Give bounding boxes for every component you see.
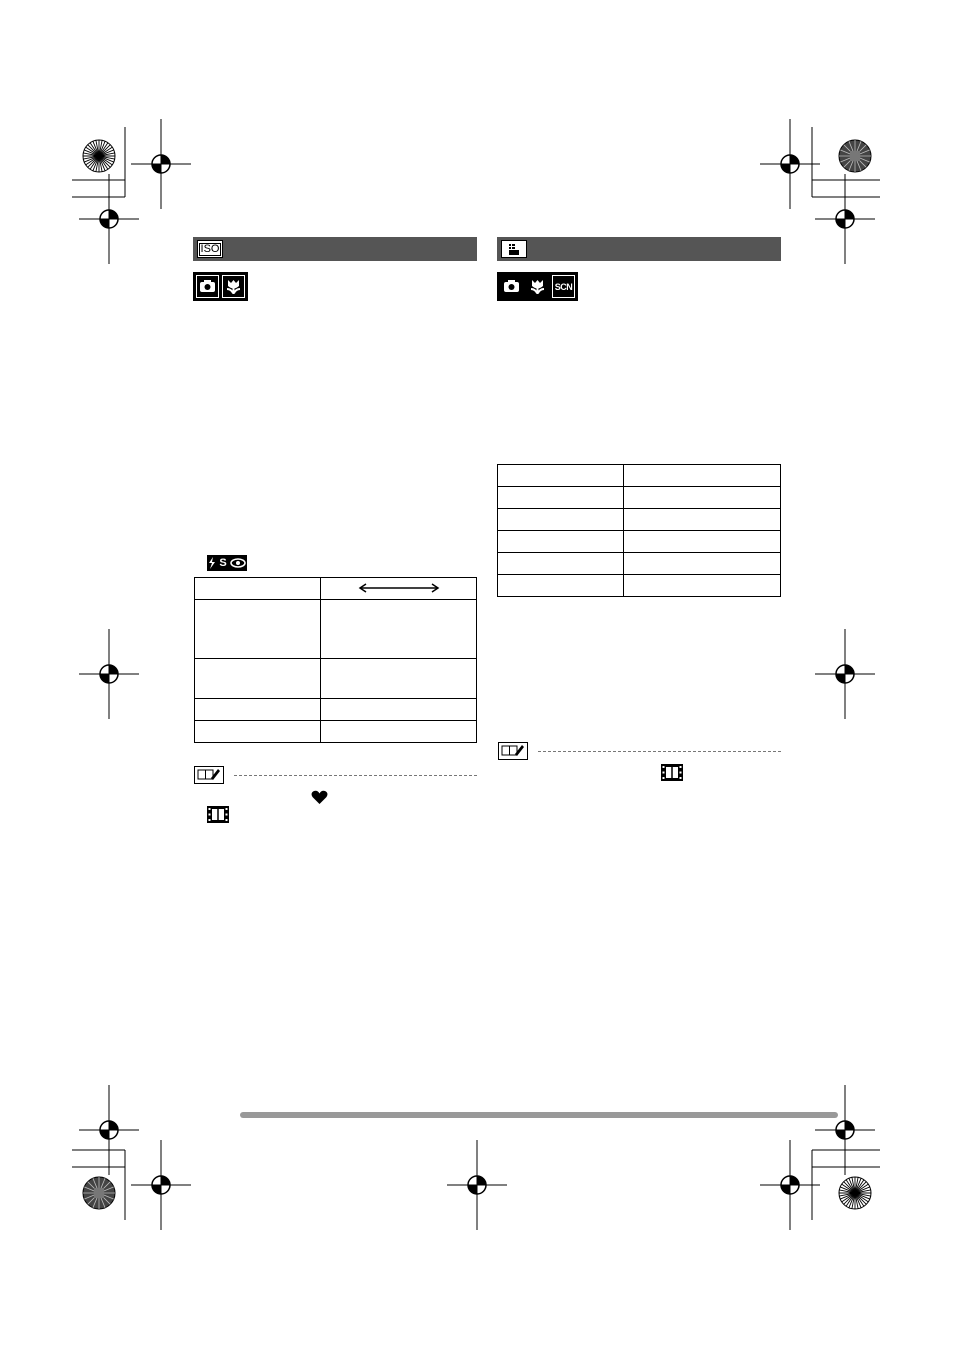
table-row <box>195 721 477 743</box>
table-row <box>195 600 477 659</box>
table-cell <box>498 553 624 575</box>
picture-size-section-header <box>497 237 781 261</box>
table-cell <box>321 699 477 721</box>
table-cell <box>195 659 321 699</box>
table-cell <box>624 531 781 553</box>
picture-size-icon <box>501 240 527 258</box>
heart-icon <box>311 790 328 805</box>
table-cell <box>624 465 781 487</box>
table-cell <box>624 509 781 531</box>
table-cell <box>195 699 321 721</box>
table-cell <box>624 553 781 575</box>
table-row <box>498 487 781 509</box>
note-icon <box>194 766 224 784</box>
table-row <box>498 575 781 597</box>
macro-mode-icon <box>222 275 245 298</box>
motion-picture-icon <box>661 764 683 781</box>
flash-icon <box>208 557 216 569</box>
table-cell <box>321 578 477 600</box>
table-row <box>498 465 781 487</box>
note-divider <box>538 751 781 752</box>
red-eye-icon <box>230 558 246 568</box>
iso-mode-icons <box>193 272 248 301</box>
table-cell <box>498 465 624 487</box>
picture-size-mode-icons <box>497 272 578 301</box>
iso-icon: ISO <box>197 240 223 258</box>
table-row <box>498 531 781 553</box>
table-row <box>498 553 781 575</box>
flash-slow-sync-red-eye-icon: S <box>207 555 247 571</box>
table-cell <box>624 575 781 597</box>
table-cell <box>498 487 624 509</box>
footer-rule <box>240 1112 838 1118</box>
table-cell <box>321 721 477 743</box>
picture-size-table <box>497 464 781 597</box>
table-cell <box>195 600 321 659</box>
table-cell <box>498 575 624 597</box>
double-arrow-icon <box>358 583 440 593</box>
table-row <box>195 659 477 699</box>
table-cell <box>195 578 321 600</box>
table-cell <box>321 659 477 699</box>
table-cell <box>195 721 321 743</box>
table-row <box>498 509 781 531</box>
macro-mode-icon <box>526 275 549 298</box>
iso-table <box>194 577 477 743</box>
iso-section-header <box>193 237 477 261</box>
normal-picture-mode-icon <box>196 275 219 298</box>
table-row <box>195 699 477 721</box>
motion-picture-icon <box>207 806 229 823</box>
scene-mode-icon: SCN <box>552 275 575 298</box>
table-cell <box>321 600 477 659</box>
table-cell <box>624 487 781 509</box>
note-icon <box>498 742 528 760</box>
table-cell <box>498 509 624 531</box>
note-divider <box>234 775 477 776</box>
table-cell <box>498 531 624 553</box>
table-row <box>195 578 477 600</box>
normal-picture-mode-icon <box>500 275 523 298</box>
